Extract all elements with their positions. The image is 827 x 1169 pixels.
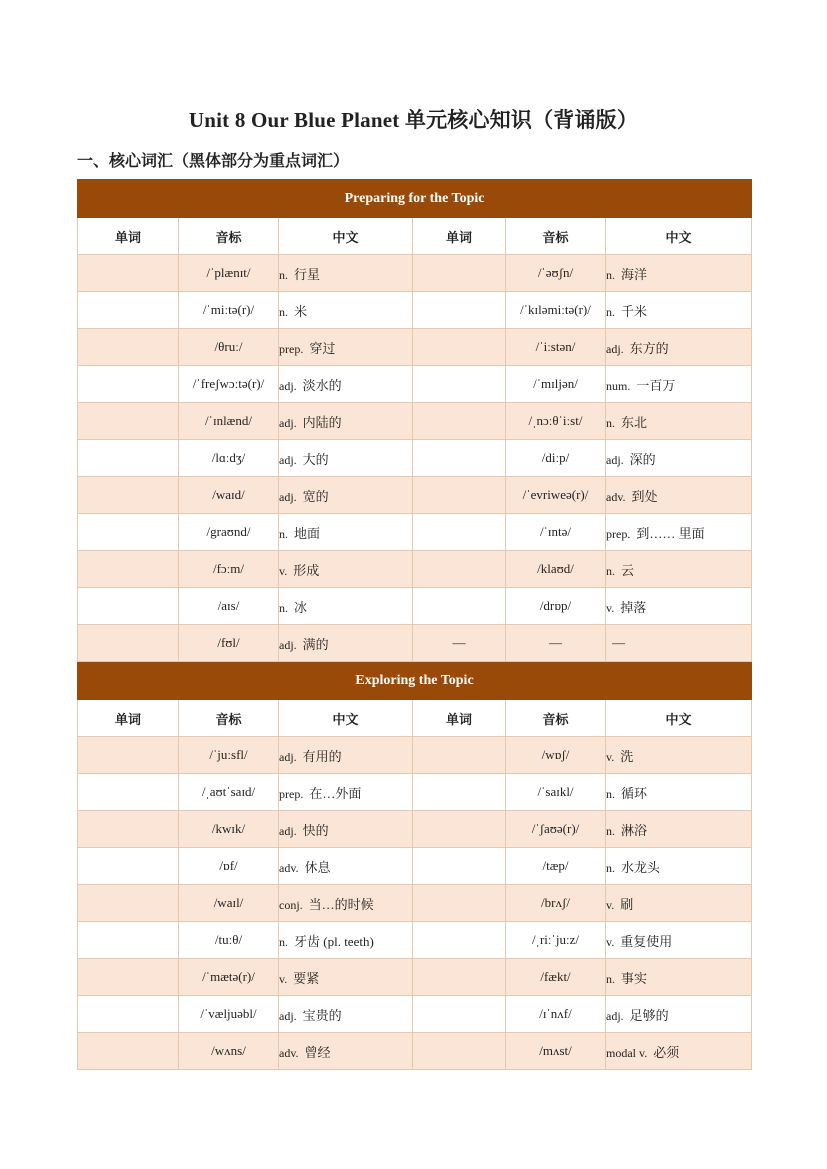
meaning-cell xyxy=(279,811,413,848)
phonetic-cell: /drɒp/ xyxy=(506,588,606,625)
part-of-speech: n. xyxy=(606,563,615,578)
phonetic-cell: /ˈsaɪkl/ xyxy=(506,774,606,811)
chinese-meaning: 云 xyxy=(621,562,635,578)
phonetic-cell: /brʌʃ/ xyxy=(506,885,606,922)
word-cell xyxy=(413,848,506,885)
phonetic-cell: /ˈevriweə(r)/ xyxy=(506,477,606,514)
phonetic-cell: /ˈmætə(r)/ xyxy=(179,959,279,996)
phonetic-cell: /ˈmiːtə(r)/ xyxy=(179,292,279,329)
phonetic-cell: /tæp/ xyxy=(506,848,606,885)
meaning-cell xyxy=(279,588,413,625)
phonetic-cell: /tuːθ/ xyxy=(179,922,279,959)
table-row xyxy=(78,959,752,996)
phonetic-cell: /waɪl/ xyxy=(179,885,279,922)
chinese-meaning: 当…的时候 xyxy=(308,896,374,912)
table-row xyxy=(78,922,752,959)
chinese-meaning: 重复使用 xyxy=(620,933,673,949)
chinese-meaning: 形成 xyxy=(293,562,320,578)
meaning-cell xyxy=(279,514,413,551)
chinese-meaning: — xyxy=(612,635,625,650)
part-of-speech: adj. xyxy=(279,415,297,430)
part-of-speech: v. xyxy=(606,749,615,764)
column-header: 音标 xyxy=(506,700,606,737)
part-of-speech: v. xyxy=(606,600,615,615)
meaning-cell xyxy=(279,625,413,662)
part-of-speech: n. xyxy=(606,415,615,430)
word-cell xyxy=(78,959,179,996)
part-of-speech: n. xyxy=(279,526,288,541)
chinese-meaning: 地面 xyxy=(294,525,321,541)
word-cell xyxy=(413,477,506,514)
phonetic-cell: /mʌst/ xyxy=(506,1033,606,1070)
chinese-meaning: 在…外面 xyxy=(309,785,362,801)
chinese-meaning: 淡水的 xyxy=(302,377,342,393)
part-of-speech: prep. xyxy=(606,526,631,541)
part-of-speech: modal v. xyxy=(606,1045,648,1060)
part-of-speech: conj. xyxy=(279,897,303,912)
phonetic-cell: /fʊl/ xyxy=(179,625,279,662)
phonetic-cell: /ˈʃaʊə(r)/ xyxy=(506,811,606,848)
meaning-cell xyxy=(606,959,752,996)
word-cell xyxy=(78,477,179,514)
meaning-cell xyxy=(279,959,413,996)
chinese-meaning: 大的 xyxy=(302,451,329,467)
column-header-row xyxy=(78,700,752,737)
word-cell xyxy=(78,440,179,477)
phonetic-cell: /ˌriːˈjuːz/ xyxy=(506,922,606,959)
chinese-meaning: 千米 xyxy=(621,303,648,319)
word-cell xyxy=(78,922,179,959)
part-of-speech: n. xyxy=(606,304,615,319)
word-cell xyxy=(78,588,179,625)
chinese-meaning: 掉落 xyxy=(620,599,647,615)
part-of-speech: adv. xyxy=(606,489,626,504)
part-of-speech: v. xyxy=(279,971,288,986)
table-row xyxy=(78,625,752,662)
table-row xyxy=(78,885,752,922)
meaning-cell xyxy=(279,1033,413,1070)
column-header: 音标 xyxy=(506,218,606,255)
meaning-cell xyxy=(606,477,752,514)
word-cell xyxy=(413,255,506,292)
phonetic-cell: /ˈɪntə/ xyxy=(506,514,606,551)
word-cell xyxy=(78,996,179,1033)
word-cell xyxy=(78,403,179,440)
word-cell xyxy=(413,440,506,477)
table-row xyxy=(78,440,752,477)
chinese-meaning: 冰 xyxy=(294,599,308,615)
meaning-cell xyxy=(606,255,752,292)
part-of-speech: adj. xyxy=(279,637,297,652)
column-header: 中文 xyxy=(606,218,752,255)
word-cell xyxy=(413,774,506,811)
meaning-cell xyxy=(606,292,752,329)
chinese-meaning: 到…… 里面 xyxy=(636,525,705,541)
page-title: Unit 8 Our Blue Planet 单元核心知识（背诵版） xyxy=(188,108,639,132)
word-cell xyxy=(78,551,179,588)
part-of-speech: prep. xyxy=(279,786,304,801)
phonetic-cell: /ˈjuːsfl/ xyxy=(179,737,279,774)
table-row xyxy=(78,329,752,366)
phonetic-cell: /θruː/ xyxy=(179,329,279,366)
meaning-cell xyxy=(279,366,413,403)
phonetic-cell: /klaʊd/ xyxy=(506,551,606,588)
part-of-speech: adj. xyxy=(606,452,624,467)
section-title: Preparing for the Topic xyxy=(78,180,752,218)
part-of-speech: adj. xyxy=(279,1008,297,1023)
phonetic-cell: /ˌaʊtˈsaɪd/ xyxy=(179,774,279,811)
meaning-cell xyxy=(606,329,752,366)
column-header: 音标 xyxy=(179,218,279,255)
phonetic-cell: /ɪˈnʌf/ xyxy=(506,996,606,1033)
table-row xyxy=(78,811,752,848)
meaning-cell xyxy=(606,514,752,551)
chinese-meaning: 牙齿 (pl. teeth) xyxy=(294,933,374,949)
meaning-cell xyxy=(606,366,752,403)
word-cell xyxy=(78,848,179,885)
meaning-cell xyxy=(279,885,413,922)
column-header: 单词 xyxy=(78,218,179,255)
word-cell: — xyxy=(413,625,506,662)
column-header: 单词 xyxy=(413,218,506,255)
word-cell xyxy=(413,1033,506,1070)
meaning-cell xyxy=(606,737,752,774)
chinese-meaning: 东北 xyxy=(621,414,648,430)
meaning-cell xyxy=(606,848,752,885)
phonetic-cell: /ˌnɔːθˈiːst/ xyxy=(506,403,606,440)
part-of-speech: n. xyxy=(279,600,288,615)
meaning-cell xyxy=(606,403,752,440)
word-cell xyxy=(413,551,506,588)
word-cell xyxy=(78,811,179,848)
part-of-speech: v. xyxy=(606,934,615,949)
meaning-cell xyxy=(606,811,752,848)
word-cell xyxy=(413,366,506,403)
meaning-cell xyxy=(279,774,413,811)
chinese-meaning: 洗 xyxy=(620,748,634,764)
meaning-cell xyxy=(606,885,752,922)
meaning-cell xyxy=(606,774,752,811)
chinese-meaning: 内陆的 xyxy=(302,414,342,430)
part-of-speech: n. xyxy=(606,860,615,875)
phonetic-cell: /ɒf/ xyxy=(179,848,279,885)
meaning-cell xyxy=(279,477,413,514)
part-of-speech: n. xyxy=(279,304,288,319)
chinese-meaning: 穿过 xyxy=(309,340,336,356)
part-of-speech: v. xyxy=(606,897,615,912)
part-of-speech: n. xyxy=(606,823,615,838)
phonetic-cell: /ˈmɪljən/ xyxy=(506,366,606,403)
meaning-cell xyxy=(606,1033,752,1070)
part-of-speech: n. xyxy=(279,267,288,282)
phonetic-cell: — xyxy=(506,625,606,662)
word-cell xyxy=(78,292,179,329)
meaning-cell xyxy=(606,922,752,959)
chinese-meaning: 水龙头 xyxy=(621,859,661,875)
vocabulary-table xyxy=(77,179,752,1070)
meaning-cell xyxy=(606,440,752,477)
meaning-cell xyxy=(279,551,413,588)
chinese-meaning: 淋浴 xyxy=(621,822,648,838)
chinese-meaning: 到处 xyxy=(631,488,658,504)
part-of-speech: n. xyxy=(606,267,615,282)
part-of-speech: adv. xyxy=(279,860,299,875)
table-row xyxy=(78,514,752,551)
meaning-cell xyxy=(279,996,413,1033)
chinese-meaning: 足够的 xyxy=(629,1007,669,1023)
chinese-meaning: 刷 xyxy=(620,896,634,912)
phonetic-cell: /graʊnd/ xyxy=(179,514,279,551)
table-row xyxy=(78,477,752,514)
chinese-meaning: 曾经 xyxy=(304,1044,331,1060)
part-of-speech: num. xyxy=(606,378,631,393)
part-of-speech: adj. xyxy=(606,1008,624,1023)
part-of-speech: v. xyxy=(279,563,288,578)
table-row xyxy=(78,737,752,774)
part-of-speech: n. xyxy=(606,786,615,801)
phonetic-cell: /fækt/ xyxy=(506,959,606,996)
section-band xyxy=(78,662,752,700)
meaning-cell xyxy=(279,440,413,477)
word-cell xyxy=(78,774,179,811)
part-of-speech: n. xyxy=(279,934,288,949)
meaning-cell xyxy=(279,329,413,366)
phonetic-cell: /ˈfreʃwɔːtə(r)/ xyxy=(179,366,279,403)
phonetic-cell: /kwɪk/ xyxy=(179,811,279,848)
chinese-meaning: 满的 xyxy=(302,636,329,652)
chinese-meaning: 一百万 xyxy=(636,377,676,393)
part-of-speech: adj. xyxy=(279,452,297,467)
chinese-meaning: 米 xyxy=(294,303,308,319)
column-header: 中文 xyxy=(606,700,752,737)
chinese-meaning: 东方的 xyxy=(629,340,669,356)
word-cell xyxy=(413,403,506,440)
column-header: 单词 xyxy=(413,700,506,737)
part-of-speech: adj. xyxy=(279,378,297,393)
meaning-cell xyxy=(279,292,413,329)
chinese-meaning: 要紧 xyxy=(293,970,320,986)
section-title: Exploring the Topic xyxy=(78,662,752,700)
meaning-cell xyxy=(279,848,413,885)
chinese-meaning: 事实 xyxy=(621,970,648,986)
chinese-meaning: 必须 xyxy=(653,1044,680,1060)
phonetic-cell: /wɒʃ/ xyxy=(506,737,606,774)
phonetic-cell: /ˈvæljuəbl/ xyxy=(179,996,279,1033)
table-row xyxy=(78,255,752,292)
phonetic-cell: /ˈiːstən/ xyxy=(506,329,606,366)
phonetic-cell: /waɪd/ xyxy=(179,477,279,514)
phonetic-cell: /aɪs/ xyxy=(179,588,279,625)
chinese-meaning: 有用的 xyxy=(302,748,342,764)
chinese-meaning: 休息 xyxy=(304,859,331,875)
meaning-cell xyxy=(279,255,413,292)
meaning-cell xyxy=(279,737,413,774)
meaning-cell xyxy=(606,625,752,662)
word-cell xyxy=(78,366,179,403)
word-cell xyxy=(413,329,506,366)
word-cell xyxy=(78,737,179,774)
phonetic-cell: /fɔːm/ xyxy=(179,551,279,588)
part-of-speech: adj. xyxy=(279,749,297,764)
phonetic-cell: /ˈɪnlænd/ xyxy=(179,403,279,440)
chinese-meaning: 循环 xyxy=(621,785,648,801)
word-cell xyxy=(413,996,506,1033)
table-row xyxy=(78,551,752,588)
section-heading: 一、核心词汇（黑体部分为重点词汇） xyxy=(77,153,350,170)
column-header: 音标 xyxy=(179,700,279,737)
word-cell xyxy=(413,959,506,996)
word-cell xyxy=(413,922,506,959)
phonetic-cell: /wʌns/ xyxy=(179,1033,279,1070)
table-row xyxy=(78,588,752,625)
table-row xyxy=(78,403,752,440)
part-of-speech: adv. xyxy=(279,1045,299,1060)
word-cell xyxy=(413,292,506,329)
chinese-meaning: 宝贵的 xyxy=(302,1007,342,1023)
phonetic-cell: /ˈkɪləmiːtə(r)/ xyxy=(506,292,606,329)
table-row xyxy=(78,774,752,811)
column-header-row xyxy=(78,218,752,255)
chinese-meaning: 快的 xyxy=(302,822,329,838)
word-cell xyxy=(78,1033,179,1070)
section-band xyxy=(78,180,752,218)
column-header: 中文 xyxy=(279,218,413,255)
phonetic-cell: /ˈəʊʃn/ xyxy=(506,255,606,292)
table-row xyxy=(78,996,752,1033)
word-cell xyxy=(78,885,179,922)
meaning-cell xyxy=(279,403,413,440)
chinese-meaning: 海洋 xyxy=(621,266,648,282)
word-cell xyxy=(78,625,179,662)
word-cell xyxy=(413,811,506,848)
word-cell xyxy=(413,514,506,551)
part-of-speech: adj. xyxy=(606,341,624,356)
phonetic-cell: /diːp/ xyxy=(506,440,606,477)
chinese-meaning: 深的 xyxy=(629,451,656,467)
phonetic-cell: /lɑːdʒ/ xyxy=(179,440,279,477)
word-cell xyxy=(413,885,506,922)
part-of-speech: adj. xyxy=(279,489,297,504)
phonetic-cell: /ˈplænɪt/ xyxy=(179,255,279,292)
word-cell xyxy=(78,255,179,292)
table-row xyxy=(78,366,752,403)
table-row xyxy=(78,1033,752,1070)
word-cell xyxy=(78,514,179,551)
word-cell xyxy=(78,329,179,366)
meaning-cell xyxy=(606,996,752,1033)
column-header: 中文 xyxy=(279,700,413,737)
chinese-meaning: 宽的 xyxy=(302,488,329,504)
part-of-speech: n. xyxy=(606,971,615,986)
meaning-cell xyxy=(606,588,752,625)
table-row xyxy=(78,292,752,329)
chinese-meaning: 行星 xyxy=(294,266,321,282)
meaning-cell xyxy=(606,551,752,588)
word-cell xyxy=(413,737,506,774)
part-of-speech: prep. xyxy=(279,341,304,356)
column-header: 单词 xyxy=(78,700,179,737)
part-of-speech: adj. xyxy=(279,823,297,838)
table-row xyxy=(78,848,752,885)
word-cell xyxy=(413,588,506,625)
meaning-cell xyxy=(279,922,413,959)
